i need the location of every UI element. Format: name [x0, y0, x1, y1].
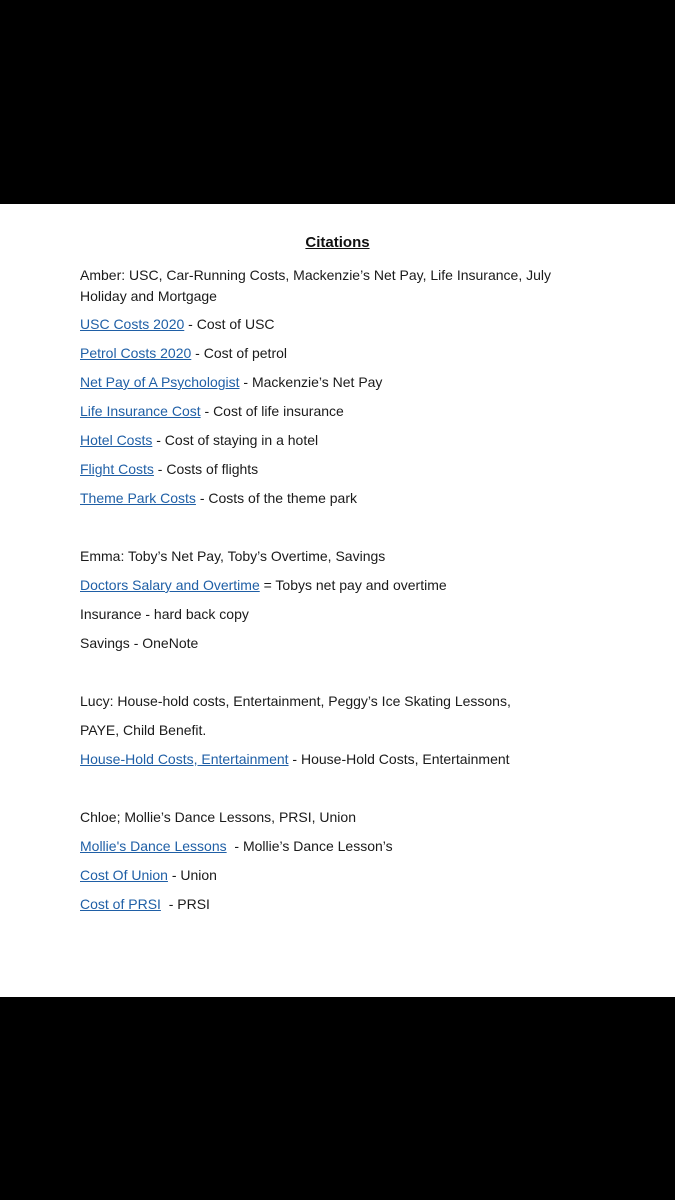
citation-link[interactable]: Doctors Salary and Overtime [80, 577, 260, 593]
citation-description: - Mackenzie’s Net Pay [239, 374, 383, 390]
citation-line [80, 401, 600, 422]
citation-line [80, 488, 600, 509]
plain-citation: Savings - OneNote [80, 635, 199, 651]
citation-link[interactable]: Life Insurance Cost [80, 403, 201, 419]
citation-line [80, 749, 600, 770]
citation-line [80, 314, 600, 335]
citation-link[interactable]: House-Hold Costs, Entertainment [80, 751, 289, 767]
citation-link[interactable]: Flight Costs [80, 461, 154, 477]
citation-link[interactable]: Mollie's Dance Lessons [80, 838, 227, 854]
document-page [0, 204, 675, 997]
page-title: Citations [305, 234, 370, 251]
citation-link[interactable]: Theme Park Costs [80, 490, 196, 506]
citation-line [80, 343, 600, 364]
citation-line [80, 575, 600, 596]
citation-link[interactable]: USC Costs 2020 [80, 316, 185, 332]
lucy-summary-line1: Lucy: House-hold costs, Entertainment, Peggy’s Ice Skating Lessons, [80, 693, 511, 709]
citation-link[interactable]: Cost Of Union [80, 867, 168, 883]
citation-description: - Cost of petrol [191, 345, 287, 361]
citation-description: - Costs of flights [153, 461, 259, 477]
citation-description: - Costs of the theme park [195, 490, 358, 506]
citation-line [80, 894, 600, 915]
citation-description: - PRSI [160, 896, 210, 912]
citation-link[interactable]: Hotel Costs [80, 432, 153, 448]
citation-line [80, 836, 600, 857]
citation-line [80, 430, 600, 451]
citation-line [80, 372, 600, 393]
citation-line [80, 459, 600, 480]
bottom-black-band [0, 997, 675, 1200]
citation-description: - Mollie’s Dance Lesson’s [226, 838, 393, 854]
citation-description: - Cost of staying in a hotel [152, 432, 319, 448]
emma-summary: Emma: Toby’s Net Pay, Toby’s Overtime, Savings [80, 548, 386, 564]
citation-link[interactable]: Cost of PRSI [80, 896, 161, 912]
chloe-summary: Chloe; Mollie’s Dance Lessons, PRSI, Union [80, 809, 356, 825]
citation-description: - Cost of life insurance [200, 403, 344, 419]
citation-description: - House-Hold Costs, Entertainment [288, 751, 510, 767]
citation-line [80, 865, 600, 886]
plain-citation: Insurance - hard back copy [80, 606, 249, 622]
citation-description: = Tobys net pay and overtime [259, 577, 447, 593]
top-black-band [0, 0, 675, 204]
citation-link[interactable]: Petrol Costs 2020 [80, 345, 192, 361]
citation-link[interactable]: Net Pay of A Psychologist [80, 374, 240, 390]
citation-description: - Cost of USC [184, 316, 275, 332]
citation-description: - Union [167, 867, 217, 883]
lucy-summary-line2: PAYE, Child Benefit. [80, 722, 207, 738]
amber-summary: Amber: USC, Car-Running Costs, Mackenzie’s Net Pay, Life Insurance, July Holiday and Mortgage [80, 267, 552, 304]
